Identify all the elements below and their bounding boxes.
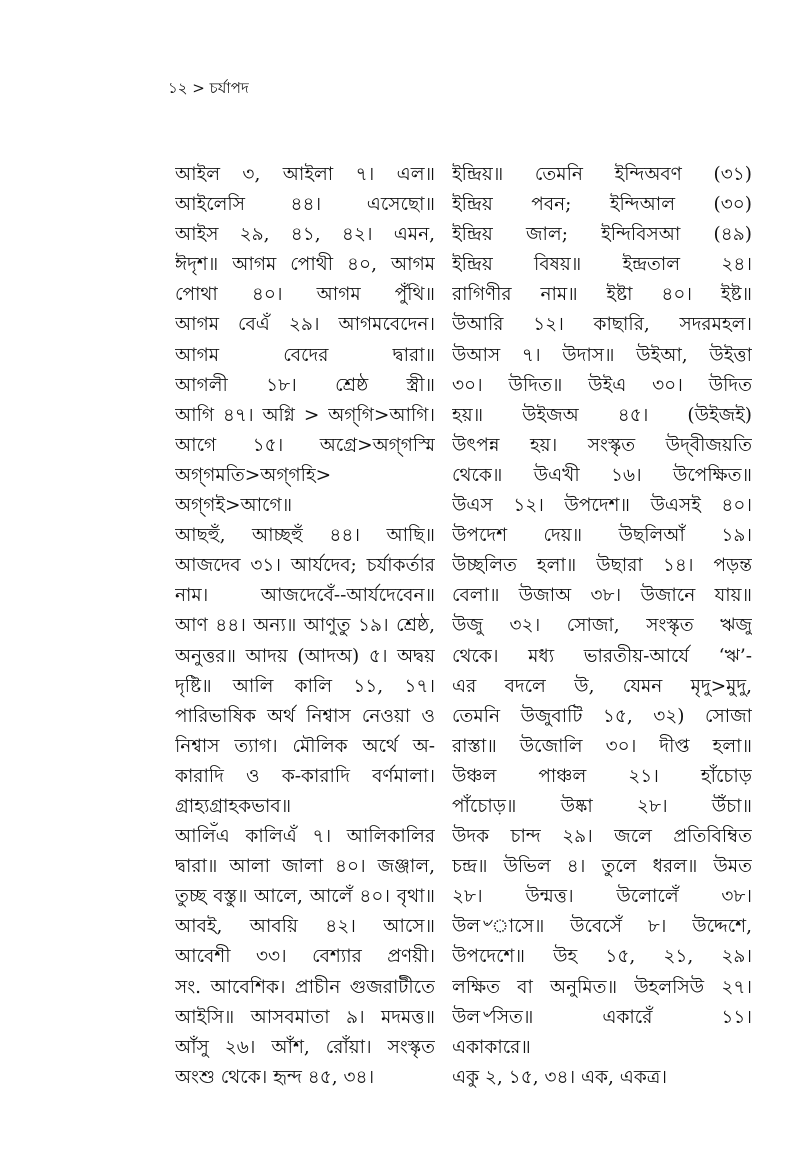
glossary-line: থেকে॥ উএখী ১৬। উপেক্ষিত॥: [452, 464, 752, 486]
glossary-line: ২৮। উন্মত্ত। উলোলেঁ ৩৮।: [452, 886, 752, 908]
glossary-line: আগম বেদের দ্বারা॥: [175, 344, 435, 366]
glossary-line: উআরি ১২। কাছারি, সদরমহল।: [452, 314, 752, 336]
glossary-line: আইসি॥ আসবমাতা ৯। মদমত্ত॥: [175, 1006, 435, 1028]
glossary-line: ইন্দ্রিয় বিষয়॥ ইন্দ্রতাল ২৪।: [452, 254, 752, 276]
glossary-line: এর বদলে উ, যেমন মৃদু>মুদু,: [452, 675, 752, 697]
glossary-line: অনুত্তর॥ আদয় (আদঅ) ৫। অদ্বয়: [175, 645, 435, 667]
glossary-line: তুচ্ছ বস্তু॥ আলে, আলেঁ ৪০। বৃথা॥: [175, 886, 435, 908]
glossary-line: আলিঁএ কালিএঁ ৭। আলিকালির: [175, 826, 435, 848]
glossary-line: লক্ষিত বা অনুমিত॥ উহলসিউ ২৭।: [452, 976, 752, 998]
glossary-line: উপদেশে॥ উহ ১৫, ২১, ২৯।: [452, 946, 752, 968]
glossary-line: পোথা ৪০। আগম পুঁথি॥: [175, 284, 435, 306]
glossary-line: গ্রাহ্যগ্রাহকভাব॥: [175, 795, 292, 817]
glossary-line: একাকারে॥: [452, 1036, 531, 1058]
glossary-line: আইলেসি ৪৪। এসেছো॥: [175, 194, 435, 216]
glossary-line: দ্বারা॥ আলা জালা ৪০। জঞ্জাল,: [175, 856, 435, 878]
glossary-line: দৃষ্টি॥ আলি কালি ১১, ১৭।: [175, 675, 435, 697]
book-title: চর্যাপদ: [209, 79, 249, 97]
glossary-line: নিশ্বাস ত্যাগ। মৌলিক অর্থে অ-: [175, 735, 435, 757]
glossary-line: ইন্দ্রিয়॥ তেমনি ইন্দিঅবণ (৩১): [452, 164, 752, 185]
glossary-line: পাঁচোড়॥ উষ্কা ২৮। উঁচা॥: [452, 795, 752, 817]
glossary-line: রাগিণীর নাম॥ ইষ্টা ৪০। ইষ্ট॥: [452, 284, 752, 306]
glossary-line: পারিভাষিক অর্থ নিশ্বাস নেওয়া ও: [175, 705, 435, 727]
glossary-line: ৩০। উদিত॥ উইএ ৩০। উদিত: [452, 374, 752, 396]
glossary-line: আছহুঁ, আচ্ছহুঁ ৪৪। আছি॥: [175, 525, 435, 547]
glossary-line: উল৺সিত॥ একারেঁ ১১।: [452, 1006, 752, 1028]
glossary-line: নাম। আজদেবেঁ--আর্যদেবেন॥: [175, 585, 435, 607]
glossary-line: অংশু থেকে। হৃন্দ ৪৫, ৩৪।: [175, 1066, 375, 1088]
glossary-line: একু ২, ১৫, ৩৪। এক, একত্র।: [452, 1066, 667, 1088]
header-separator: >: [192, 79, 205, 97]
glossary-line: উআস ৭। উদাস॥ উইআ, উইত্তা: [452, 344, 752, 366]
glossary-line: উদক চান্দ ২৯। জলে প্রতিবিম্বিত: [452, 826, 752, 848]
glossary-line: তেমনি উজুবাটি ১৫, ৩২) সোজা: [452, 705, 752, 727]
glossary-line: আবেশী ৩৩। বেশ্যার প্রণয়ী।: [175, 946, 435, 968]
glossary-line: রাস্তা॥ উজোলি ৩০। দীপ্ত হলা॥: [452, 735, 752, 757]
glossary-line: আগে ১৫। অগ্রে>অগ্‌গস্মি: [175, 434, 435, 456]
glossary-line: হয়॥ উইজঅ ৪৫। (উইজই): [452, 404, 752, 426]
glossary-line: আবই, আবয়ি ৪২। আসে॥: [175, 916, 435, 938]
glossary-line: থেকে। মধ্য ভারতীয়-আর্যে ‘ঋ’-: [452, 645, 752, 667]
glossary-line: উচ্ছলিত হলা॥ উছারা ১৪। পড়ন্ত: [452, 555, 752, 577]
glossary-line: উপদেশ দেয়॥ উছলিআঁ ১৯।: [452, 525, 752, 547]
glossary-line: উল৺াসে॥ উবেসেঁ ৮। উদ্দেশে,: [452, 916, 752, 938]
glossary-line: ইন্দ্রিয় জাল; ইন্দিবিসআ (৪৯): [452, 224, 752, 246]
glossary-column-right: [452, 160, 752, 1093]
glossary-line: উজু ৩২। সোজা, সংস্কৃত ঋজু: [452, 615, 752, 637]
glossary-column-left: [175, 160, 435, 1093]
glossary-line: বেলা॥ উজাঅ ৩৮। উজানে যায়॥: [452, 585, 752, 607]
glossary-line: উএস ১২। উপদেশ॥ উএসই ৪০।: [452, 495, 752, 517]
glossary-line: অগ্‌গই>আগে॥: [175, 495, 293, 517]
glossary-line: ইন্দ্রিয় পবন; ইন্দিআল (৩০): [452, 194, 752, 216]
running-header: [168, 78, 249, 98]
page-number: ১২: [168, 79, 188, 97]
glossary-line: আইল ৩, আইলা ৭। এল॥: [175, 164, 435, 185]
glossary-line: অগ্‌গমতি>অগ্‌গহি>: [175, 464, 332, 486]
glossary-line: ঈদৃশ॥ আগম পোথী ৪০, আগম: [175, 254, 435, 276]
glossary-line: আগলী ১৮। শ্রেষ্ঠ স্ত্রী॥: [175, 374, 435, 396]
glossary-line: আণ ৪৪। অন্য॥ আণুতু ১৯। শ্রেষ্ঠ,: [175, 615, 435, 637]
glossary-line: কারাদি ও ক-কারাদি বর্ণমালা।: [175, 765, 435, 787]
glossary-line: আগি ৪৭। অগ্নি > অগ্‌গি>আগি।: [175, 404, 435, 426]
glossary-line: আজদেব ৩১। আর্যদেব; চর্যাকর্তার: [175, 555, 435, 577]
glossary-line: উঞ্চল পাঞ্চল ২১। হাঁচোড়: [452, 765, 752, 787]
glossary-line: আইস ২৯, ৪১, ৪২। এমন,: [175, 224, 435, 246]
glossary-line: উৎপন্ন হয়। সংস্কৃত উদ্‌বীজয়তি: [452, 434, 752, 456]
glossary-line: আগম বেএঁ ২৯। আগমবেদেন।: [175, 314, 435, 336]
glossary-line: চন্দ্র॥ উভিল ৪। তুলে ধরল॥ উমত: [452, 856, 752, 878]
glossary-line: সং. আবেশিক। প্রাচীন গুজরাটীতে: [175, 976, 435, 998]
glossary-line: আঁসু ২৬। আঁশ, রোঁয়া। সংস্কৃত: [175, 1036, 435, 1058]
